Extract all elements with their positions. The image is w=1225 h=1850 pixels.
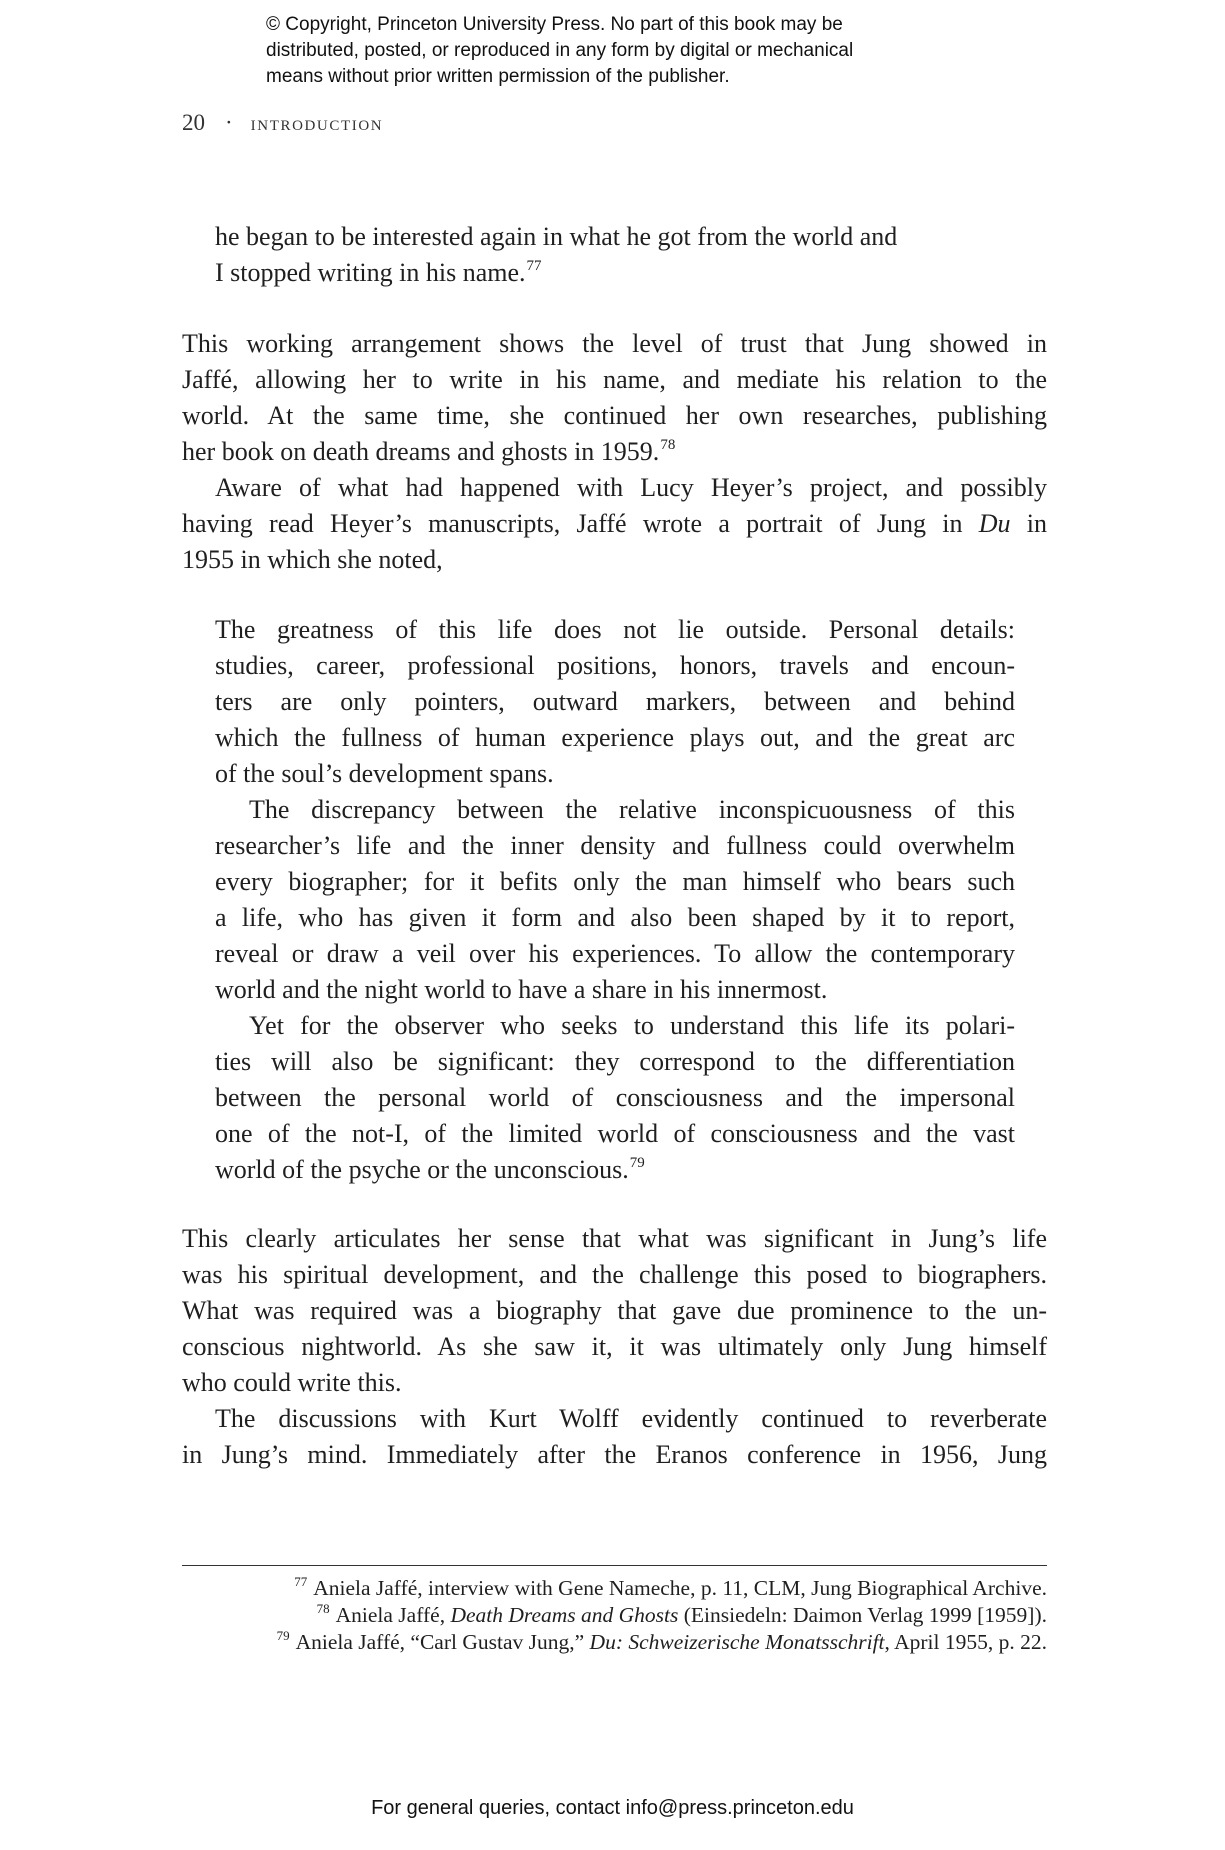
footnote-79: $^{79}$ Aniela Jaffé, “Carl Gustav Jung,” Du: Schweizerische Monatsschrift, April 1955, p. 22. <box>276 1628 1047 1654</box>
block-quote-line: between the personal world of consciousness and the impersonal <box>215 1083 1015 1112</box>
block-quote-line: which the fullness of human experience plays out, and the great arc <box>215 723 1015 752</box>
body-line: was his spiritual development, and the challenge this posed to biographers. <box>182 1260 1047 1289</box>
running-head-separator: · <box>225 110 233 135</box>
body-line: The discussions with Kurt Wolff evidently continued to reverberate <box>215 1404 1047 1433</box>
footnote-ref[interactable]: 78 <box>660 437 676 453</box>
running-head <box>182 110 383 136</box>
body-line: conscious nightworld. As she saw it, it was ultimately only Jung himself <box>182 1332 1047 1361</box>
block-quote-line: Yet for the observer who seeks to understand this life its polari- <box>249 1011 1015 1040</box>
block-quote-line: I stopped writing in his name.$^{77}$ <box>215 258 542 287</box>
body-line: having read Heyer’s manuscripts, Jaffé wrote a portrait of Jung in Du in <box>182 509 1048 538</box>
copyright-notice-line: distributed, posted, or reproduced in any form by digital or mechanical <box>266 40 854 61</box>
footnote-78: $^{78}$ Aniela Jaffé, Death Dreams and Ghosts (Einsiedeln: Daimon Verlag 1999 [1959]). <box>316 1601 1047 1627</box>
block-quote-line: a life, who has given it form and also been shaped by it to report, <box>215 903 1015 932</box>
footer-contact: For general queries, contact info@press.princeton.edu <box>371 1797 854 1819</box>
block-quote-line: of the soul’s development spans. <box>215 759 554 788</box>
italic-title: Du: Schweizerische Monatsschrift <box>589 1630 885 1654</box>
block-quote-line: ties will also be significant: they correspond to the differentiation <box>215 1047 1015 1076</box>
body-line: What was required was a biography that gave due prominence to the un- <box>182 1296 1047 1325</box>
body-line: This working arrangement shows the level of trust that Jung showed in <box>182 329 1047 358</box>
copyright-notice-line: means without prior written permission of the publisher. <box>266 66 730 87</box>
body-line: in Jung’s mind. Immediately after the Eranos conference in 1956, Jung <box>182 1440 1047 1469</box>
body-line: Jaffé, allowing her to write in his name, and mediate his relation to the <box>182 365 1047 394</box>
body-line: who could write this. <box>182 1368 402 1397</box>
footnote-rule <box>182 1565 1047 1566</box>
page-number: 20 <box>182 110 205 135</box>
footnote-number: 78 <box>316 1601 330 1616</box>
block-quote-line: The discrepancy between the relative inconspicuousness of this <box>249 795 1015 824</box>
body-line: 1955 in which she noted, <box>182 545 443 574</box>
block-quote-line: he began to be interested again in what he got from the world and <box>215 222 898 251</box>
copyright-notice <box>266 12 1026 90</box>
block-quote-line: researcher’s life and the inner density and fullness could overwhelm <box>215 831 1015 860</box>
footnote-ref[interactable]: 79 <box>629 1155 645 1171</box>
footnote-number: 79 <box>276 1628 290 1643</box>
italic-title: Death Dreams and Ghosts <box>450 1603 679 1627</box>
copyright-notice-line: © Copyright, Princeton University Press. No part of this book may be <box>266 14 843 35</box>
block-quote-line: reveal or draw a veil over his experiences. To allow the contemporary <box>215 939 1015 968</box>
block-quote-line: world and the night world to have a share in his innermost. <box>215 975 828 1004</box>
section-title: introduction <box>250 110 384 135</box>
footnote-ref[interactable]: 77 <box>526 258 542 274</box>
block-quote-line: studies, career, professional positions, honors, travels and encoun- <box>215 651 1015 680</box>
footnote-77: $^{77}$ Aniela Jaffé, interview with Gene Nameche, p. 11, CLM, Jung Biographical Archive. <box>294 1574 1047 1600</box>
body-line: Aware of what had happened with Lucy Heyer’s project, and possibly <box>215 473 1047 502</box>
footnote-number: 77 <box>294 1574 308 1589</box>
block-quote-line: ters are only pointers, outward markers, between and behind <box>215 687 1015 716</box>
body-line: world. At the same time, she continued her own researches, publishing <box>182 401 1047 430</box>
italic-title: Du <box>978 509 1011 538</box>
body-line: her book on death dreams and ghosts in 1959.78 <box>182 437 676 466</box>
body-line: This clearly articulates her sense that what was significant in Jung’s life <box>182 1224 1047 1253</box>
block-quote-line: every biographer; for it befits only the man himself who bears such <box>215 867 1015 896</box>
block-quote-line: The greatness of this life does not lie outside. Personal details: <box>215 615 1015 644</box>
block-quote-line: one of the not-I, of the limited world of consciousness and the vast <box>215 1119 1015 1148</box>
block-quote-line: world of the psyche or the unconscious.$^{79}$ <box>215 1155 645 1184</box>
